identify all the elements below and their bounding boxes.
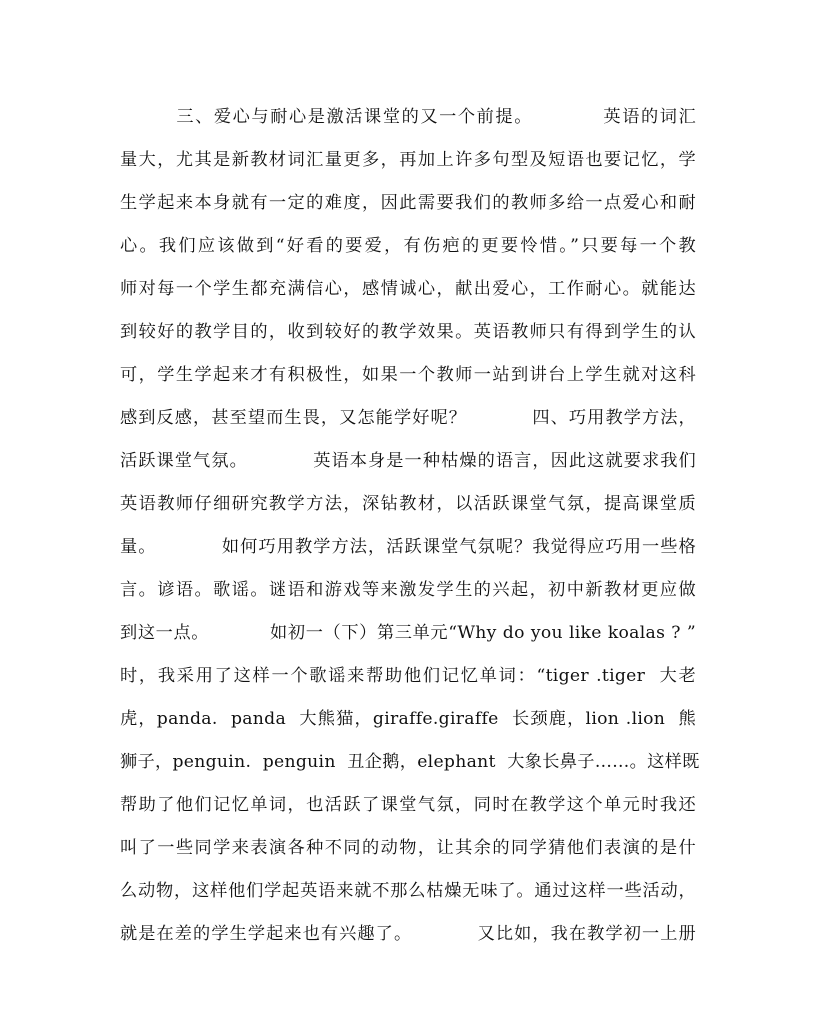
text-line: 生学起来本身就有一定的难度，因此需要我们的教师多给一点爱心和耐 (120, 193, 696, 213)
text-line: 言。谚语。歌谣。谜语和游戏等来激发学生的兴起，初中新教材更应做 (120, 580, 696, 600)
text-line: 活跃课堂气氛。 英语本身是一种枯燥的语言，因此这就要求我们 (120, 451, 696, 471)
text-line: 英语教师仔细研究教学方法，深钻教材，以活跃课堂气氛，提高课堂质 (120, 494, 696, 514)
text-line: 就是在差的学生学起来也有兴趣了。 又比如，我在教学初一上册 (120, 924, 696, 944)
text-line: 感到反感，甚至望而生畏，又怎能学好呢？ 四、巧用教学方法， (120, 408, 696, 428)
text-line: 量大，尤其是新教材词汇量更多，再加上许多句型及短语也要记忆，学 (120, 150, 696, 170)
text-line: 叫了一些同学来表演各种不同的动物，让其余的同学猜他们表演的是什 (120, 838, 696, 858)
text-line: 三、爱心与耐心是激活课堂的又一个前提。 英语的词汇 (120, 107, 696, 127)
text-line: 量。 如何巧用教学方法，活跃课堂气氛呢？我觉得应巧用一些格 (120, 537, 696, 557)
text-line: 可，学生学起来才有积极性，如果一个教师一站到讲台上学生就对这科 (120, 365, 696, 385)
text-line: 到这一点。 如初一（下）第三单元“Why do you like koalas ? ” (120, 623, 696, 643)
text-line: 虎，panda. panda 大熊猫，giraffe.giraffe 长颈鹿，lion .lion 熊 (120, 709, 696, 729)
text-line: 帮助了他们记忆单词，也活跃了课堂气氛，同时在教学这个单元时我还 (120, 795, 696, 815)
text-line: 狮子，penguin. penguin 丑企鹅，elephant 大象长鼻子……。这样既 (120, 752, 700, 772)
text-line: 到较好的教学目的，收到较好的教学效果。英语教师只有得到学生的认 (120, 322, 696, 342)
text-line: 时，我采用了这样一个歌谣来帮助他们记忆单词：“tiger .tiger 大老 (120, 666, 696, 686)
text-line: 心。我们应该做到“好看的要爱，有伤疤的更要怜惜。”只要每一个教 (120, 236, 696, 256)
text-line: 么动物，这样他们学起英语来就不那么枯燥无味了。通过这样一些活动， (120, 881, 696, 901)
text-line: 师对每一个学生都充满信心，感情诚心，献出爱心，工作耐心。就能达 (120, 279, 696, 299)
